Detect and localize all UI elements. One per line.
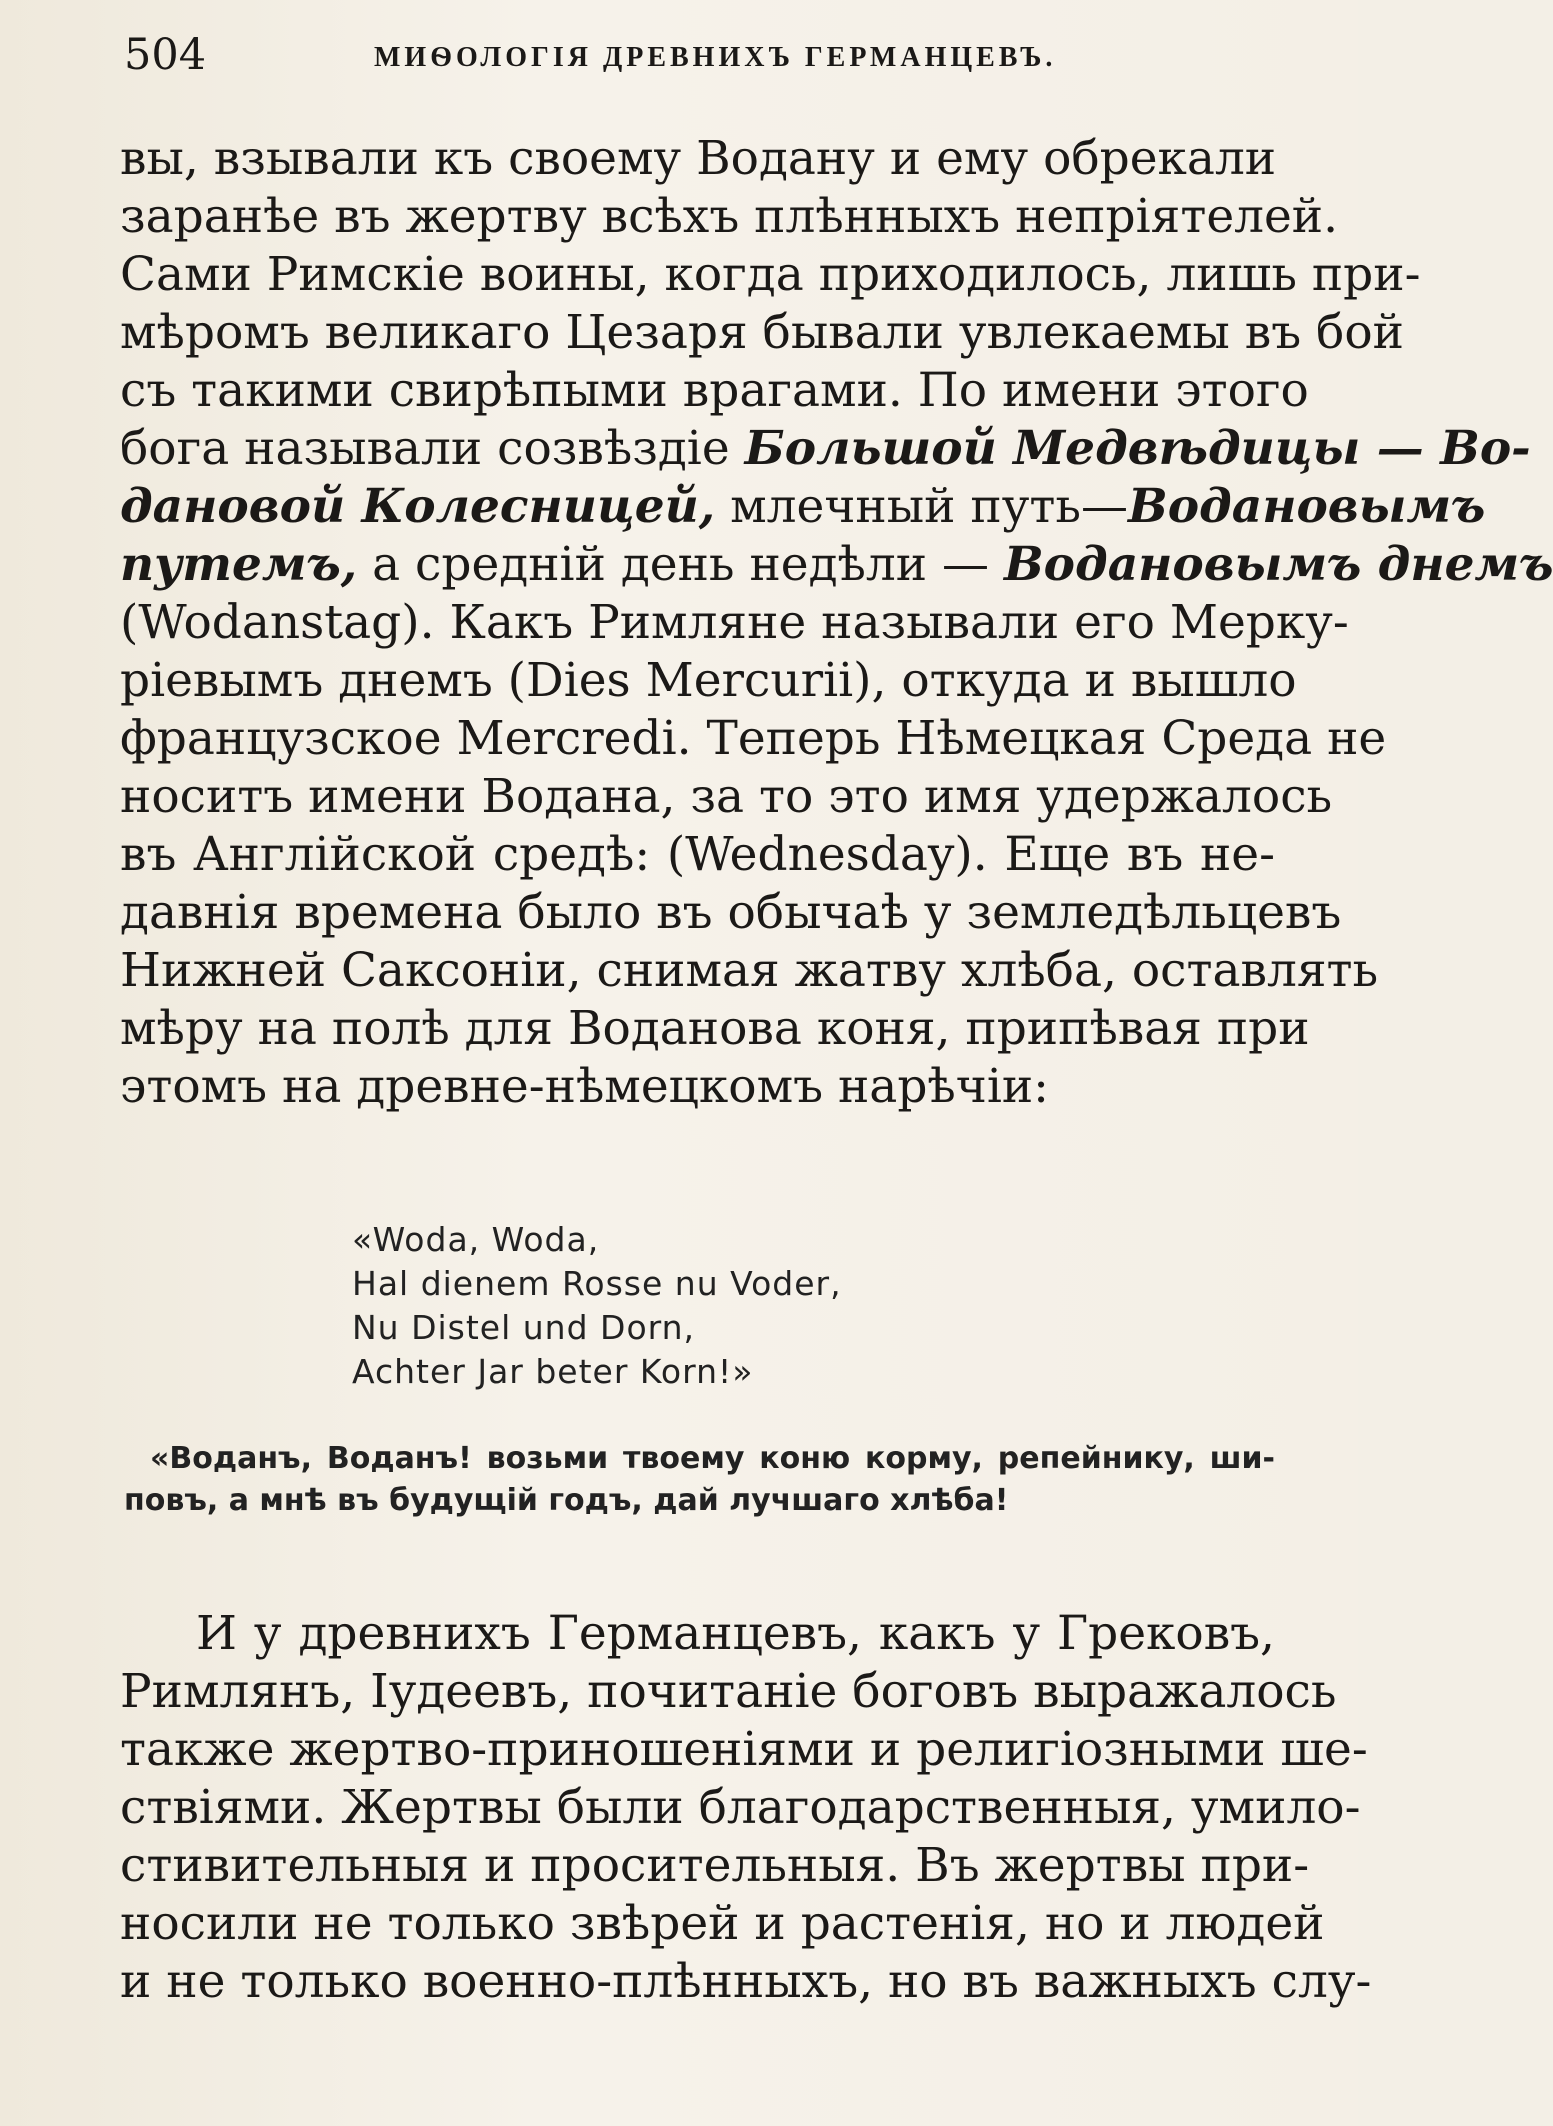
verse-translation: [124, 1438, 1275, 1522]
text-line: мѣромъ великаго Цезаря бывали увлекаемы въ бой: [120, 305, 1404, 360]
german-verse: [352, 1218, 842, 1394]
page-number: 504: [124, 30, 207, 80]
text-line: и не только военно-плѣнныхъ, но въ важныхъ слу-: [120, 1954, 1372, 2009]
text-line: стивительныя и просительныя. Въ жертвы при-: [120, 1838, 1310, 1893]
text-line: (Wodanstag). Какъ Римляне называли его Мерку-: [120, 595, 1349, 650]
text-line: вы, взывали къ своему Водану и ему обрекали: [120, 131, 1277, 186]
text-line: давнія времена было въ обычаѣ у земледѣльцевъ: [120, 885, 1342, 940]
text-line: [120, 478, 1486, 536]
page-header: [124, 30, 1274, 80]
emphasis-text: Большой Медвѣдицы — Во-: [744, 421, 1531, 476]
text-line: ствіями. Жертвы были благодарственныя, умило-: [120, 1780, 1361, 1835]
translation-line: повъ, а мнѣ въ будущій годъ, дай лучшаго хлѣба!: [124, 1483, 1009, 1518]
emphasis-text: Водановымъ: [1127, 479, 1486, 534]
text-line: заранѣе въ жертву всѣхъ плѣнныхъ непріятелей.: [120, 189, 1339, 244]
text-line: И у древнихъ Германцевъ, какъ у Грековъ,: [196, 1606, 1275, 1661]
emphasis-text: дановой Колесницей,: [120, 479, 716, 534]
text-line: Нижней Саксоніи, снимая жатву хлѣба, оставлять: [120, 943, 1379, 998]
emphasis-text: путемъ,: [120, 537, 358, 592]
text-line: [120, 420, 1531, 478]
text-line: ріевымъ днемъ (Dies Mercurii), откуда и вышло: [120, 653, 1297, 708]
text-line: мѣру на полѣ для Воданова коня, припѣвая при: [120, 1001, 1310, 1056]
text-line: съ такими свирѣпыми врагами. По имени этого: [120, 363, 1309, 418]
text-line: также жертво-приношеніями и религіозными ше-: [120, 1722, 1368, 1777]
verse-line: Nu Distel und Dorn,: [352, 1308, 696, 1347]
translation-line: «Воданъ, Воданъ! возьми твоему коню корму, репейнику, ши-: [150, 1441, 1275, 1476]
text-fragment: млечный путь—: [730, 479, 1128, 534]
text-line: [120, 536, 1553, 594]
paragraph-2: [120, 1605, 1372, 2011]
text-line: носили не только звѣрей и растенія, но и людей: [120, 1896, 1325, 1951]
text-fragment: а средній день недѣли —: [372, 537, 989, 592]
text-line: носитъ имени Водана, за то это имя удержалось: [120, 769, 1333, 824]
text-line: въ Англійской средѣ: (Wednesday). Еще въ не-: [120, 827, 1275, 882]
verse-line: Hal dienem Rosse nu Voder,: [352, 1264, 842, 1303]
emphasis-text: Водановымъ днемъ: [1003, 537, 1553, 592]
running-head: МИѲОЛОГІЯ ДРЕВНИХЪ ГЕРМАНЦЕВЪ.: [374, 42, 1057, 73]
text-line: Сами Римскіе воины, когда приходилось, лишь при-: [120, 247, 1421, 302]
verse-line: Achter Jar beter Korn!»: [352, 1352, 754, 1391]
text-fragment: бога называли созвѣздіе: [120, 421, 730, 476]
verse-line: «Woda, Woda,: [352, 1220, 600, 1259]
text-line: Римлянъ, Іудеевъ, почитаніе боговъ выражалось: [120, 1664, 1337, 1719]
paragraph-1: [120, 130, 1553, 1116]
text-line: французское Mercredi. Теперь Нѣмецкая Среда не: [120, 711, 1387, 766]
text-line: этомъ на древне-нѣмецкомъ нарѣчіи:: [120, 1059, 1050, 1114]
